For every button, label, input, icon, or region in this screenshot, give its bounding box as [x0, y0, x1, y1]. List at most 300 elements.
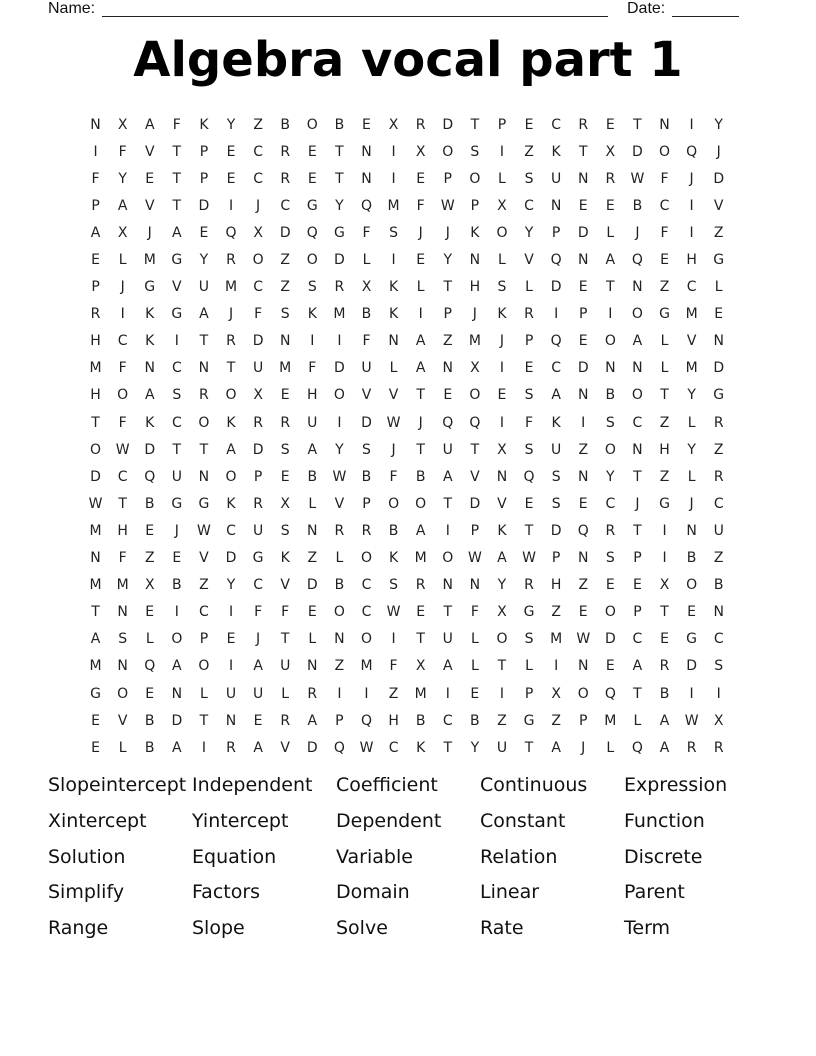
grid-letter: E [714, 306, 724, 323]
grid-letter: Q [631, 252, 643, 269]
grid-letter: F [91, 170, 100, 187]
grid-letter: Y [714, 116, 723, 133]
grid-letter: M [224, 279, 238, 296]
grid-letter: C [117, 468, 128, 485]
grid-letter: N [577, 170, 589, 187]
grid-letter: G [333, 224, 345, 241]
grid-letter: C [253, 170, 263, 187]
grid-letter: E [280, 468, 290, 485]
grid-letter: M [387, 197, 400, 214]
grid-letter: S [714, 658, 724, 675]
grid-letter: P [524, 685, 534, 702]
grid-letter: O [496, 224, 508, 241]
grid-letter: X [497, 441, 507, 458]
grid-letter: I [310, 333, 315, 350]
grid-letter: Z [442, 333, 453, 350]
word-list-item: Yintercept [192, 809, 289, 832]
word-list-item: Factors [192, 881, 261, 904]
grid-letter: R [280, 414, 291, 431]
letter-grid [82, 111, 732, 761]
grid-letter: J [147, 224, 152, 241]
grid-letter: O [198, 414, 210, 431]
grid-letter: J [418, 414, 423, 431]
grid-letter: R [415, 116, 426, 133]
grid-letter: I [391, 631, 396, 648]
grid-letter: P [443, 170, 452, 187]
grid-letter: U [442, 631, 453, 648]
grid-letter: C [551, 360, 562, 377]
grid-letter: T [172, 197, 182, 214]
grid-letter: R [605, 522, 616, 539]
grid-letter: G [686, 631, 698, 648]
grid-letter: R [253, 495, 263, 512]
grid-letter: B [388, 522, 399, 539]
grid-letter: B [659, 685, 670, 702]
grid-letter: D [334, 360, 345, 377]
grid-letter: E [660, 252, 669, 269]
grid-letter: I [499, 685, 505, 702]
word-list-item: Range [48, 917, 109, 940]
grid-letter: J [418, 224, 423, 241]
grid-letter: M [333, 306, 346, 323]
grid-letter: J [635, 224, 640, 241]
grid-letter: K [307, 306, 317, 323]
grid-letter: E [605, 197, 615, 214]
grid-letter: A [605, 252, 616, 269]
grid-letter: F [389, 468, 398, 485]
grid-letter: N [90, 116, 101, 133]
word-list-item: Solution [48, 845, 126, 868]
grid-letter: S [389, 577, 399, 594]
grid-letter: T [443, 604, 453, 621]
grid-letter: R [226, 333, 236, 350]
grid-letter: O [225, 468, 237, 485]
grid-letter: C [713, 495, 724, 512]
grid-letter: Y [335, 197, 344, 214]
grid-letter: N [713, 333, 724, 350]
grid-letter: O [252, 252, 264, 269]
grid-letter: A [172, 224, 182, 241]
grid-letter: X [415, 658, 426, 675]
grid-letter: Z [578, 577, 589, 594]
grid-letter: C [524, 197, 534, 214]
grid-letter: G [659, 495, 670, 512]
grid-letter: O [686, 577, 698, 594]
grid-letter: O [415, 495, 427, 512]
grid-letter: X [280, 495, 290, 512]
grid-letter: M [685, 360, 698, 377]
grid-letter: C [171, 360, 182, 377]
grid-letter: H [388, 712, 399, 729]
grid-letter: N [307, 658, 318, 675]
grid-letter: I [716, 685, 721, 702]
grid-letter: E [632, 577, 642, 594]
grid-letter: O [198, 658, 210, 675]
word-list-item: Slope [192, 917, 245, 940]
grid-letter: C [361, 604, 372, 621]
grid-letter: E [416, 170, 426, 187]
grid-letter: Z [497, 712, 507, 729]
grid-letter: S [389, 224, 399, 241]
grid-letter: X [253, 387, 263, 404]
grid-letter: D [306, 577, 318, 594]
grid-letter: A [172, 658, 182, 675]
grid-letter: R [334, 279, 345, 296]
grid-letter: C [659, 197, 670, 214]
grid-letter: L [470, 631, 479, 648]
grid-letter: W [440, 197, 455, 214]
grid-letter: L [308, 631, 317, 648]
grid-letter: U [361, 360, 372, 377]
grid-letter: A [144, 116, 155, 133]
page-title: Algebra vocal part 1 [133, 32, 683, 88]
word-list-item: Xintercept [48, 809, 147, 832]
grid-letter: J [689, 170, 694, 187]
grid-letter: B [144, 495, 155, 512]
grid-letter: S [524, 170, 534, 187]
grid-letter: R [253, 414, 263, 431]
grid-letter: Z [578, 441, 589, 458]
grid-letter: T [416, 387, 425, 404]
grid-letter: Z [713, 441, 724, 458]
grid-letter: I [120, 306, 125, 323]
grid-letter: A [415, 333, 426, 350]
grid-letter: N [198, 468, 210, 485]
grid-letter: U [280, 658, 291, 675]
grid-letter: K [388, 550, 399, 567]
grid-letter: W [88, 495, 103, 512]
grid-letter: C [226, 522, 236, 539]
grid-letter: Y [524, 224, 534, 241]
grid-letter: E [280, 387, 290, 404]
word-list-item: Constant [480, 809, 566, 832]
grid-letter: D [361, 414, 372, 431]
grid-letter: E [145, 604, 155, 621]
grid-letter: I [174, 604, 179, 621]
grid-letter: P [497, 116, 507, 133]
grid-letter: E [605, 658, 615, 675]
grid-letter: T [416, 631, 425, 648]
grid-letter: N [550, 197, 562, 214]
word-list-item: Independent [192, 774, 313, 796]
grid-letter: O [306, 116, 318, 133]
grid-letter: P [199, 143, 209, 160]
grid-letter: E [416, 252, 426, 269]
grid-letter: Z [659, 414, 670, 431]
grid-letter: P [335, 712, 344, 729]
grid-letter: L [389, 360, 398, 377]
grid-letter: K [226, 414, 236, 431]
grid-letter: M [468, 333, 481, 350]
grid-letter: O [333, 604, 345, 621]
grid-letter: L [416, 279, 425, 296]
grid-letter: A [90, 224, 101, 241]
grid-letter: T [633, 468, 642, 485]
word-list-item: Expression [624, 774, 728, 796]
grid-letter: D [225, 550, 237, 567]
grid-letter: X [497, 604, 507, 621]
grid-letter: R [415, 577, 426, 594]
grid-letter: N [632, 441, 643, 458]
grid-letter: U [225, 685, 237, 702]
grid-letter: S [497, 279, 507, 296]
grid-letter: R [659, 658, 670, 675]
grid-letter: W [467, 550, 482, 567]
grid-letter: R [713, 468, 724, 485]
grid-letter: N [144, 360, 155, 377]
grid-letter: H [550, 577, 562, 594]
grid-letter: Q [360, 197, 372, 214]
grid-letter: F [118, 550, 127, 567]
grid-letter: J [581, 739, 586, 756]
grid-letter: I [391, 143, 396, 160]
grid-letter: E [524, 495, 534, 512]
grid-letter: T [199, 441, 209, 458]
grid-letter: I [581, 414, 586, 431]
grid-letter: N [334, 631, 345, 648]
grid-letter: F [416, 197, 425, 214]
grid-letter: D [469, 495, 481, 512]
grid-letter: L [498, 170, 506, 187]
grid-letter: D [442, 116, 454, 133]
grid-letter: Q [604, 685, 616, 702]
grid-letter: N [496, 468, 508, 485]
grid-letter: V [144, 197, 155, 214]
grid-letter: E [524, 116, 534, 133]
grid-letter: A [117, 197, 128, 214]
grid-letter: C [171, 414, 182, 431]
grid-letter: R [307, 685, 318, 702]
grid-letter: V [280, 577, 290, 594]
grid-letter: G [523, 712, 535, 729]
grid-letter: G [713, 252, 725, 269]
grid-letter: T [172, 170, 182, 187]
grid-letter: W [684, 712, 699, 729]
grid-letter: J [228, 306, 234, 323]
grid-letter: E [362, 116, 371, 133]
grid-letter: D [713, 170, 725, 187]
grid-letter: N [361, 143, 372, 160]
grid-letter: L [714, 279, 723, 296]
grid-letter: T [335, 143, 344, 160]
grid-letter: Q [306, 224, 318, 241]
grid-letter: Z [524, 143, 534, 160]
grid-letter: S [280, 522, 290, 539]
grid-letter: O [442, 143, 454, 160]
grid-letter: A [172, 739, 182, 756]
grid-letter: E [605, 577, 615, 594]
grid-letter: E [145, 522, 155, 539]
grid-letter: T [470, 116, 480, 133]
grid-letter: J [256, 631, 261, 648]
grid-letter: L [687, 468, 696, 485]
grid-letter: T [633, 116, 642, 133]
grid-letter: J [174, 522, 179, 539]
grid-letter: N [659, 116, 670, 133]
grid-letter: A [90, 631, 101, 648]
grid-letter: K [388, 279, 399, 296]
grid-letter: T [443, 495, 453, 512]
word-list-item: Continuous [480, 774, 588, 796]
grid-letter: P [199, 631, 209, 648]
grid-letter: U [171, 468, 182, 485]
grid-letter: Z [659, 279, 670, 296]
grid-letter: H [90, 333, 101, 350]
grid-letter: F [281, 604, 290, 621]
grid-letter: P [91, 279, 100, 296]
grid-letter: S [551, 495, 561, 512]
grid-letter: L [335, 550, 344, 567]
grid-letter: I [499, 360, 505, 377]
grid-letter: D [306, 739, 318, 756]
grid-letter: I [337, 414, 342, 431]
word-list-item: Variable [336, 845, 413, 868]
grid-letter: U [551, 441, 562, 458]
grid-letter: T [416, 441, 425, 458]
grid-letter: L [470, 658, 479, 675]
grid-letter: N [442, 577, 453, 594]
grid-letter: M [89, 658, 102, 675]
grid-letter: V [497, 495, 507, 512]
grid-letter: O [225, 387, 237, 404]
grid-letter: E [443, 387, 453, 404]
grid-letter: Y [335, 441, 344, 458]
grid-letter: W [386, 414, 401, 431]
grid-letter: D [686, 658, 697, 675]
grid-letter: E [226, 143, 236, 160]
grid-letter: R [280, 712, 291, 729]
grid-letter: X [388, 116, 399, 133]
grid-letter: X [117, 224, 128, 241]
grid-letter: I [174, 333, 179, 350]
grid-letter: V [172, 279, 182, 296]
grid-letter: D [577, 224, 589, 241]
grid-letter: K [199, 116, 209, 133]
grid-letter: K [226, 495, 236, 512]
grid-letter: J [472, 306, 477, 323]
grid-letter: M [89, 522, 102, 539]
grid-letter: O [659, 143, 671, 160]
grid-letter: L [660, 360, 669, 377]
grid-letter: C [551, 116, 562, 133]
grid-letter: O [117, 685, 129, 702]
grid-letter: J [445, 224, 450, 241]
grid-letter: S [362, 441, 371, 458]
grid-letter: N [686, 522, 697, 539]
grid-letter: A [253, 658, 263, 675]
grid-letter: V [686, 333, 697, 350]
grid-letter: W [522, 550, 536, 567]
grid-letter: C [605, 495, 616, 512]
grid-letter: Z [713, 550, 724, 567]
grid-letter: A [226, 441, 236, 458]
grid-letter: I [445, 685, 450, 702]
grid-letter: W [115, 441, 130, 458]
grid-letter: E [578, 279, 588, 296]
grid-letter: I [337, 685, 342, 702]
grid-letter: N [605, 360, 616, 377]
grid-letter: J [120, 279, 125, 296]
grid-letter: L [498, 252, 506, 269]
grid-letter: D [198, 197, 210, 214]
name-label: Name: [48, 0, 96, 17]
grid-letter: I [228, 604, 234, 621]
grid-letter: D [713, 360, 725, 377]
grid-letter: Z [388, 685, 399, 702]
grid-letter: X [659, 577, 670, 594]
grid-letter: M [414, 550, 427, 567]
word-list-item: Equation [192, 845, 277, 868]
grid-letter: I [499, 414, 505, 431]
grid-letter: L [118, 739, 127, 756]
grid-letter: M [360, 658, 373, 675]
grid-letter: E [416, 604, 426, 621]
grid-letter: U [307, 414, 318, 431]
grid-letter: S [118, 631, 128, 648]
grid-letter: V [117, 712, 128, 729]
grid-letter: B [415, 712, 426, 729]
grid-letter: F [308, 360, 317, 377]
grid-letter: F [254, 604, 263, 621]
grid-letter: H [90, 387, 101, 404]
header-row [48, 0, 748, 18]
grid-letter: K [551, 143, 561, 160]
grid-letter: H [307, 387, 318, 404]
grid-letter: V [334, 495, 345, 512]
grid-letter: P [470, 522, 480, 539]
grid-letter: P [470, 197, 480, 214]
grid-letter: E [578, 197, 588, 214]
grid-letter: X [713, 712, 724, 729]
grid-letter: N [388, 333, 399, 350]
grid-letter: M [414, 685, 427, 702]
grid-letter: S [524, 631, 534, 648]
grid-letter: Q [550, 333, 562, 350]
grid-letter: Z [551, 712, 561, 729]
grid-letter: M [685, 306, 698, 323]
grid-letter: C [361, 577, 372, 594]
grid-letter: Q [360, 712, 372, 729]
grid-letter: I [662, 550, 667, 567]
word-list-item: Slopeintercept [48, 774, 187, 796]
grid-letter: J [635, 495, 640, 512]
grid-letter: E [524, 360, 534, 377]
grid-letter: E [578, 495, 588, 512]
grid-letter: O [496, 631, 508, 648]
grid-letter: A [307, 441, 318, 458]
grid-letter: Y [687, 387, 696, 404]
grid-letter: U [713, 522, 724, 539]
grid-letter: M [89, 360, 102, 377]
grid-letter: G [659, 306, 670, 323]
grid-letter: K [145, 306, 155, 323]
grid-letter: C [199, 604, 209, 621]
grid-letter: T [470, 441, 480, 458]
grid-letter: E [578, 333, 588, 350]
grid-letter: S [551, 468, 561, 485]
date-label: Date: [627, 0, 666, 17]
grid-letter: R [578, 116, 589, 133]
grid-letter: U [252, 360, 264, 377]
grid-letter: F [118, 414, 127, 431]
grid-letter: D [334, 252, 345, 269]
grid-letter: F [118, 360, 127, 377]
grid-letter: R [199, 387, 209, 404]
grid-letter: A [659, 739, 670, 756]
grid-letter: M [279, 360, 292, 377]
grid-letter: I [201, 739, 206, 756]
grid-letter: W [630, 170, 645, 187]
